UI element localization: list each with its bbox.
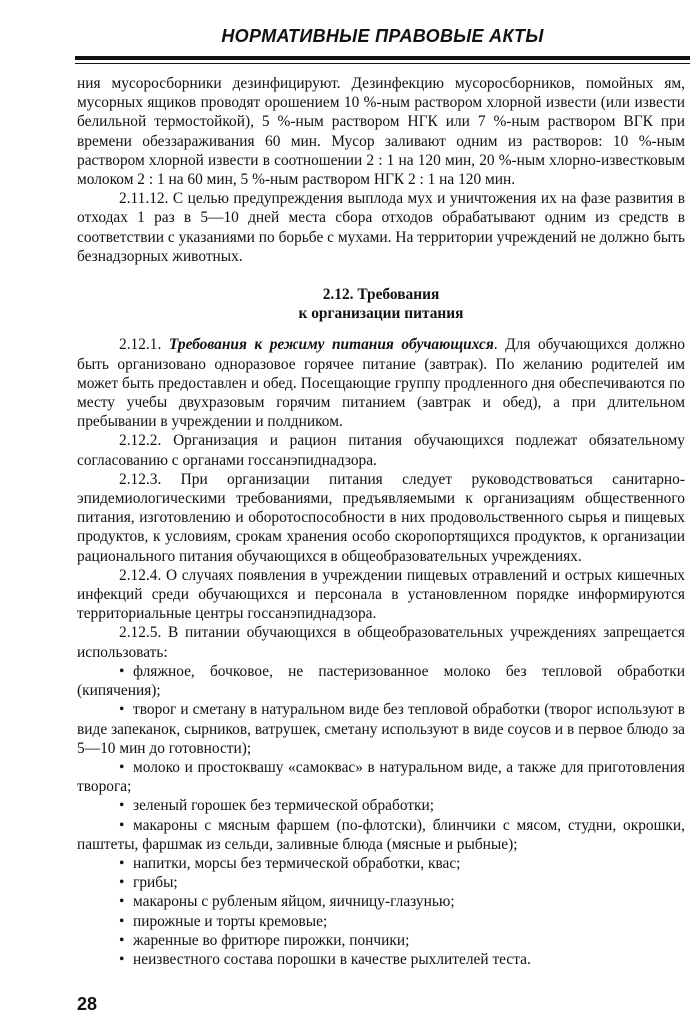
bullet-icon: • [119,758,125,776]
bullet-icon: • [119,893,125,911]
paragraph-2-12-1 [77,335,685,431]
paragraph-2-12-5: 2.12.5. В питании обучающихся в общеобразовательных учреждениях запрещается использовать: [77,624,685,661]
list-item-text: пирожные и торты кремовые; [133,912,328,930]
paragraph-2-12-1-heading: Требования к режиму питания обучающихся [168,336,494,354]
section-title [77,285,685,323]
bullet-icon: • [119,701,125,719]
list-item-text: напитки, морсы без термической обработки, квас; [133,854,461,872]
body-text [77,74,685,969]
list-item [77,873,685,892]
section-title-line-1: 2.12. Требования [322,286,440,304]
list-item [77,912,685,931]
paragraph-2-12-1-number: 2.12.1. [119,336,169,354]
list-item [77,796,685,815]
bullet-icon: • [119,931,125,949]
list-item [77,662,685,700]
list-item-text: творог и сметану в натуральном виде без тепловой обработки (творог используют в виде запеканок, сырников, ватрушек, сметану используют в виде соусов и в первое блюдо за 5—10 мин до готовности); [77,701,685,757]
header-rule-thin [75,63,690,64]
list-item [77,892,685,911]
paragraph-2-11-12: 2.11.12. С целью предупреждения выплода мух и уничтожения их на фазе развития в отходах 1 раз в 5—10 дней места сбора отходов обрабатывают одним из средств в соответствии с указаниями по борьбе с мухами. На территории учреждений не должно быть безнадзорных животных. [77,190,685,265]
list-item-text: фляжное, бочковое, не пастеризованное молоко без тепловой обработки (кипячения); [77,662,685,700]
list-item-text: грибы; [133,874,178,892]
list-item-text: молоко и простоквашу «самоквас» в натуральном виде, а также для приготовления творога; [77,758,685,796]
bullet-icon: • [119,912,125,930]
list-item-text: макароны с мясным фаршем (по-флотски), блинчики с мясом, студни, окрошки, паштеты, фаршмак из сельди, заливные блюда (мясные и рыбные); [77,816,685,853]
header-rule-thick [75,56,690,60]
paragraph-2-12-1-text: . Для обучающихся должно быть организовано одноразовое горячее питание (завтрак). По желанию родителей им может быть предоставлен и обед. Посещающие группу продленного дня обеспечиваются по месту учебы двухразовым горячим питанием (завтрак и обед), а при длительном пребывании в учреждении и полдником. [77,336,686,431]
list-item [77,758,685,796]
bullet-icon: • [119,662,125,680]
running-header: НОРМАТИВНЫЕ ПРАВОВЫЕ АКТЫ [221,26,544,46]
list-item [77,854,685,873]
list-item [77,950,685,969]
paragraph-2-12-4: 2.12.4. О случаях появления в учреждении пищевых отравлений и острых кишечных инфекций среди обучающихся и персонала в установленном порядке информируются территориальные центры госсанэпиднадзора. [77,566,685,623]
paragraph-continuation: ния мусоросборники дезинфицируют. Дезинфекцию мусоросборников, помойных ям, мусорных ящиков проводят орошением 10 %-ным раствором хлорной извести (или извести белильной термостойкой), 5 %-ным раствором НГК или 7 %-ным раствором ВГК при времени обеззараживания 60 мин. Мусор заливают одним из растворов: 10 %-ным раствором хлорной извести в соотношении 2 : 1 на 120 мин, 20 %-ным хлорно-известковым молоком 2 : 1 на 60 мин, 5 %-ным раствором НГК 2 : 1 на 120 мин. [77,75,685,189]
list-item [77,700,685,758]
bullet-icon: • [119,874,125,892]
list-item-text: жаренные во фритюре пирожки, пончики; [133,931,410,949]
list-item [77,931,685,950]
list-item-text: неизвестного состава порошки в качестве рыхлителей теста. [133,950,531,968]
bullet-icon: • [119,797,125,815]
paragraph-2-12-3: 2.12.3. При организации питания следует руководствоваться санитарно-эпидемиологическими требованиями, предъявляемыми к организациям общественного питания, изготовлению и оборотоспособности в них продовольственного сырья и пищевых продуктов, к условиям, срокам хранения особо скоропортящихся продуктов, к организации рационального питания обучающихся в общеобразовательных учреждениях. [77,470,685,565]
bullet-icon: • [119,854,125,872]
bullet-icon: • [119,816,125,834]
list-item-text: зеленый горошек без термической обработки; [133,797,435,815]
section-title-line-2: к организации питания [298,305,464,323]
bullet-icon: • [119,950,125,968]
page-number: 28 [77,994,98,1014]
list-item [77,816,685,854]
paragraph-2-12-2: 2.12.2. Организация и рацион питания обучающихся подлежат обязательному согласованию с органами госсанэпиднадзора. [77,432,685,469]
list-item-text: макароны с рубленым яйцом, яичницу-глазунью; [133,893,455,911]
